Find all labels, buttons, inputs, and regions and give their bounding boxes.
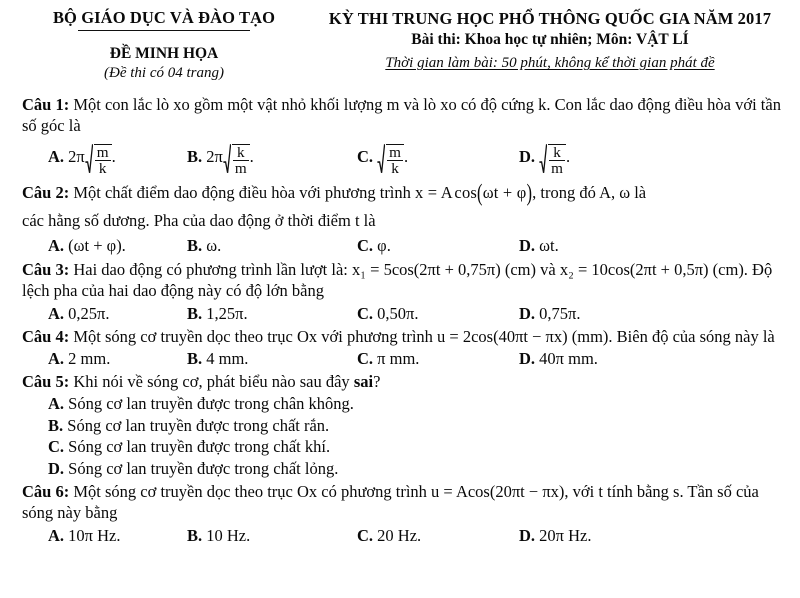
- question-2-text-c: các hằng số dương. Pha của dao động ở thời điểm t là: [22, 210, 376, 230]
- question-5-stem: [22, 372, 784, 393]
- header-divider-rule: [78, 30, 250, 31]
- question-2-options: [22, 235, 784, 256]
- option-key: B.: [187, 147, 203, 167]
- option-text: Sóng cơ lan truyền được trong chất khí.: [68, 437, 331, 457]
- option-text: 0,75π.: [539, 304, 581, 324]
- question-6-stem: [22, 482, 784, 524]
- option-key: D.: [48, 459, 65, 479]
- question-5-option-d[interactable]: [48, 458, 784, 480]
- question-4-option-a[interactable]: [22, 348, 187, 369]
- option-text: 10π Hz.: [68, 525, 121, 545]
- question-5-text-suffix: ?: [373, 371, 381, 391]
- question-5-option-b[interactable]: [48, 415, 784, 437]
- option-key: D.: [519, 525, 536, 545]
- question-4-stem: [22, 327, 784, 348]
- option-key: A.: [48, 147, 65, 167]
- question-1-option-b[interactable]: [187, 142, 357, 177]
- fraction: [548, 145, 566, 177]
- option-key: D.: [519, 235, 536, 255]
- question-4: [22, 327, 784, 370]
- question-6: [22, 482, 784, 546]
- issuing-organization: BỘ GIÁO DỤC VÀ ĐÀO TẠO: [52, 8, 276, 27]
- question-4-option-c[interactable]: [357, 348, 519, 369]
- option-text: 4 mm.: [206, 349, 249, 369]
- question-5: [22, 372, 784, 480]
- question-4-options: [22, 348, 784, 369]
- question-3-option-a[interactable]: [22, 303, 187, 324]
- option-key: A.: [48, 393, 65, 413]
- question-6-label: Câu 6:: [22, 481, 70, 501]
- option-key: A.: [48, 349, 65, 369]
- question-3-stem: [22, 260, 784, 302]
- option-key: D.: [519, 147, 536, 167]
- option-key: A.: [48, 235, 65, 255]
- option-key: C.: [357, 147, 374, 167]
- option-key: B.: [187, 525, 203, 545]
- option-key: C.: [357, 349, 374, 369]
- option-terminator: .: [249, 147, 254, 167]
- header-right-block: [314, 6, 786, 74]
- question-5-text-prefix: Khi nói về sóng cơ, phát biểu nào sau đây: [73, 371, 354, 391]
- page-bottom-cutoff-artifact: [0, 592, 800, 598]
- fraction: [94, 145, 112, 177]
- question-2-text-b: , trong đó A, ω là: [532, 182, 647, 202]
- question-1-option-d[interactable]: [519, 142, 679, 177]
- option-terminator: .: [403, 147, 409, 167]
- question-2-option-d[interactable]: [519, 235, 679, 256]
- option-key: B.: [187, 349, 203, 369]
- option-text: 0,50π.: [377, 304, 419, 324]
- question-2-equation: x = A cos(ωt + φ): [415, 177, 533, 207]
- fraction: [386, 145, 404, 177]
- question-3-option-b[interactable]: [187, 303, 357, 324]
- option-text: 40π mm.: [539, 349, 598, 369]
- fraction-numerator: m: [96, 143, 109, 161]
- page-count-note: (Đề thi có 04 trang): [104, 65, 224, 82]
- question-5-option-a[interactable]: [48, 393, 784, 415]
- question-1-label: Câu 1:: [22, 94, 70, 114]
- option-key: D.: [519, 304, 536, 324]
- option-key: B.: [48, 415, 64, 435]
- option-key: C.: [357, 235, 374, 255]
- question-6-option-b[interactable]: [187, 525, 357, 546]
- option-text: 20 Hz.: [377, 525, 422, 545]
- option-key: C.: [357, 525, 374, 545]
- questions-container: [0, 95, 800, 546]
- question-6-option-a[interactable]: [22, 525, 187, 546]
- question-3: [22, 260, 784, 324]
- question-3-options: [22, 303, 784, 324]
- option-text: ωt.: [539, 235, 559, 255]
- fraction-numerator: m: [389, 143, 401, 161]
- option-text: Sóng cơ lan truyền được trong chất lỏng.: [68, 459, 339, 479]
- fraction-numerator: k: [553, 143, 561, 161]
- question-1-options: [22, 142, 784, 177]
- question-2-option-a[interactable]: [22, 235, 187, 256]
- option-key: A.: [48, 304, 65, 324]
- option-text: ω.: [206, 235, 222, 255]
- question-5-label: Câu 5:: [22, 371, 70, 391]
- option-text: 20π Hz.: [539, 525, 592, 545]
- exam-code-label: ĐỀ MINH HỌA: [109, 44, 219, 62]
- question-3-label: Câu 3:: [22, 260, 70, 280]
- option-text: (ωt + φ).: [68, 235, 126, 255]
- question-5-options: [22, 393, 784, 480]
- question-4-option-d[interactable]: [519, 348, 679, 369]
- exam-time-line: Thời gian làm bài: 50 phút, không kể thời gian phát đề: [385, 55, 715, 72]
- question-6-option-d[interactable]: [519, 525, 679, 546]
- option-key: A.: [48, 525, 65, 545]
- question-5-emphasis: sai: [353, 371, 374, 391]
- question-1-text: Một con lắc lò xo gồm một vật nhỏ khối lượng m và lò xo có độ cứng k. Con lắc dao động điều hòa với tần số góc là: [22, 94, 781, 135]
- question-4-option-b[interactable]: [187, 348, 357, 369]
- question-1-option-c[interactable]: [357, 142, 519, 177]
- option-terminator: .: [111, 147, 116, 167]
- header-left-block: [14, 6, 314, 83]
- option-coefficient: 2π: [206, 147, 223, 167]
- option-text: 10 Hz.: [206, 525, 251, 545]
- option-key: D.: [519, 349, 536, 369]
- option-text: 1,25π.: [206, 304, 248, 324]
- question-1-stem: [22, 95, 784, 137]
- option-text: π mm.: [377, 349, 420, 369]
- fraction-numerator: k: [236, 143, 245, 161]
- fraction-denominator: k: [95, 160, 111, 176]
- option-text: Sóng cơ lan truyền được trong chân không.: [68, 393, 354, 413]
- option-key: C.: [357, 304, 374, 324]
- option-key: B.: [187, 235, 203, 255]
- option-key: C.: [48, 437, 65, 457]
- question-6-options: [22, 525, 784, 546]
- fraction: [232, 145, 250, 177]
- question-2-option-b[interactable]: [187, 235, 357, 256]
- option-text: 2 mm.: [68, 349, 111, 369]
- option-text: φ.: [377, 235, 391, 255]
- question-4-text: Một sóng cơ truyền dọc theo trục Ox với phương trình u = 2cos(40πt − πx) (mm). Biên độ của sóng này là: [73, 326, 775, 346]
- exam-subject-line: Bài thi: Khoa học tự nhiên; Môn: VẬT LÍ: [411, 31, 689, 49]
- question-2-stem-line-1: [22, 177, 784, 207]
- sqrt-icon: [85, 142, 112, 177]
- question-3-option-c[interactable]: [357, 303, 519, 324]
- question-6-option-c[interactable]: [357, 525, 519, 546]
- document-header: [0, 0, 800, 83]
- option-terminator: .: [565, 147, 571, 167]
- option-coefficient: 2π: [68, 147, 85, 167]
- sqrt-icon: [377, 142, 404, 177]
- question-2-stem-line-2: [22, 211, 784, 232]
- exam-title: KỲ THI TRUNG HỌC PHỔ THÔNG QUỐC GIA NĂM 2017: [328, 9, 772, 28]
- question-5-option-c[interactable]: [48, 436, 784, 458]
- question-2-option-c[interactable]: [357, 235, 519, 256]
- option-key: B.: [187, 304, 203, 324]
- question-2: [22, 177, 784, 256]
- option-text: Sóng cơ lan truyền được trong chất rắn.: [67, 415, 330, 435]
- sqrt-icon: [223, 142, 250, 177]
- option-text: 0,25π.: [68, 304, 110, 324]
- fraction-denominator: m: [551, 160, 563, 178]
- question-2-label: Câu 2:: [22, 182, 70, 202]
- question-2-text-a: Một chất điểm dao động điều hòa với phương trình: [73, 182, 411, 202]
- question-3-text: Hai dao động có phương trình lần lượt là: x₁ = 5cos(2πt + 0,75π) (cm) và x₂ = 10cos(2πt + 0,5π) (cm). Độ lệch pha của hai dao động này có độ lớn bằng: [22, 260, 773, 301]
- question-3-option-d[interactable]: [519, 303, 679, 324]
- fraction-denominator: m: [234, 160, 247, 178]
- question-4-label: Câu 4:: [22, 326, 70, 346]
- question-6-text: Một sóng cơ truyền dọc theo trục Ox có phương trình u = Acos(20πt − πx), với t tính bằng s. Tần số của sóng này bằng: [22, 481, 759, 522]
- question-1-option-a[interactable]: [22, 142, 187, 177]
- question-1: [22, 95, 784, 177]
- fraction-denominator: k: [387, 160, 403, 176]
- sqrt-icon: [539, 142, 566, 177]
